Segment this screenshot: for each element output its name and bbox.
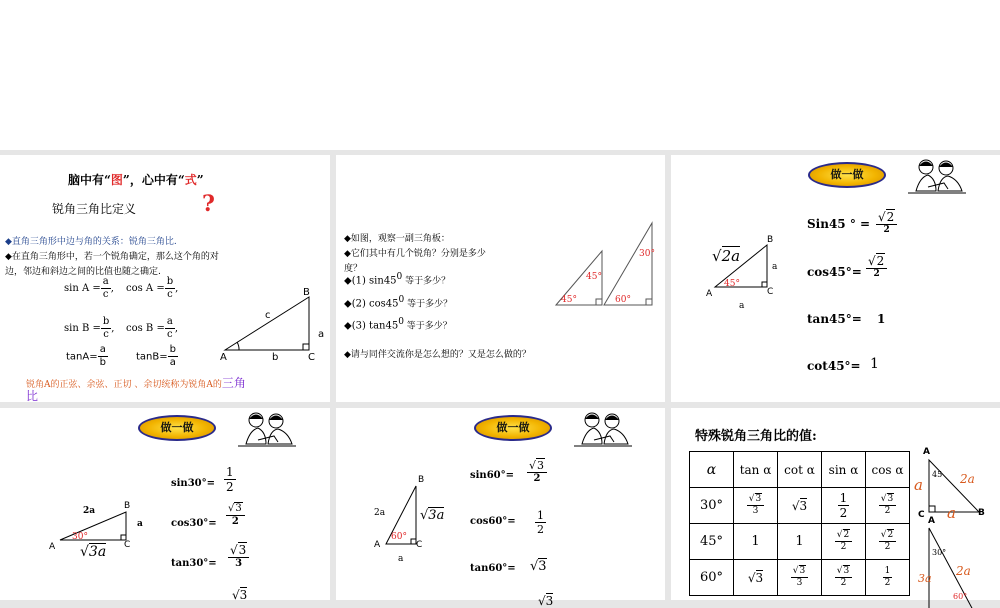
side-a-bottom: a — [739, 301, 745, 311]
tan45-row: tan45°= — [807, 312, 862, 326]
table-row — [690, 524, 910, 560]
cos30-value: $\frac{√3}{2}$ — [226, 504, 245, 527]
vertex-C: C — [124, 540, 131, 550]
cos45-value: $\frac{√2}{2}$ — [866, 255, 887, 279]
header-cos: cos α — [866, 452, 910, 488]
sin60-cell: $\frac{√3}{2}$ — [822, 560, 866, 596]
angle-45-top: 45° — [586, 272, 602, 282]
label-b: b — [272, 352, 279, 363]
cot45-row: cot45°= — [807, 359, 861, 373]
vertex-B: B — [124, 501, 131, 511]
cosA-formula: cos A = $\frac{b}{c}$ , — [126, 276, 179, 300]
top-blank-area — [0, 0, 1000, 150]
side-a-right: a — [772, 262, 778, 272]
table-row — [690, 488, 910, 524]
hyp-2a: 2a — [374, 508, 386, 518]
next-value-peek: √3 — [232, 588, 248, 602]
label-A: A — [220, 352, 227, 363]
sin45-cell: $\frac{√2}{2}$ — [822, 524, 866, 560]
slide1-subtitle: 锐角三角比定义 — [52, 202, 137, 216]
angle-45: 45° — [724, 279, 740, 289]
slide2-q6: ◆请与同伴交流你是怎么想的？又是怎么做的？ — [344, 350, 531, 360]
sin30-value: $\frac{1}{2}$ — [226, 465, 234, 494]
sin30-row: sin30°= — [171, 478, 215, 489]
cos30-row: cos30°= — [171, 518, 217, 529]
tan30-row: tan30°= — [171, 558, 217, 569]
angle-30: 30° — [72, 532, 88, 542]
cot45-value: 1 — [870, 356, 879, 372]
cos45-cell: $\frac{√2}{2}$ — [866, 524, 910, 560]
opp-sqrt3a: √3a — [420, 508, 445, 523]
slide2-q2: ◆它们其中有几个锐角？分别是多少 — [344, 249, 486, 259]
tri45-vertex-B: B — [978, 508, 985, 518]
sqrt2a-label: √2a — [712, 247, 741, 265]
slide2-q5: ◆(3) $\tan 45^0$ 等于多少？ — [344, 317, 452, 332]
sin60-value: $\frac{√3}{2}$ — [527, 460, 547, 484]
cos30-cell: $\frac{√3}{2}$ — [866, 488, 910, 524]
angle-30: 30° — [639, 249, 655, 259]
side-a: a — [137, 519, 143, 529]
sinA-formula: sin A = $\frac{a}{c}$ , — [64, 276, 114, 300]
label-a: a — [318, 329, 325, 340]
slide-60-degree[interactable] — [336, 408, 665, 608]
slide2-q3: ◆(1) $\sin 45^0$ 等于多少？ — [344, 272, 451, 287]
tri45-vertex-C: C — [918, 510, 925, 520]
slide1-bullet2: ◆在直角三角形中，若一个锐角确定，那么这个角的对 — [5, 252, 219, 262]
cot60-cell: $\frac{√3}{3}$ — [778, 560, 822, 596]
tri45-hyp: 2a — [960, 472, 975, 486]
slide6-title: 特殊锐角三角比的值: — [695, 429, 817, 444]
row-label-60: 60° — [690, 560, 734, 596]
tanA-formula: tanA= $\frac{a}{b}$ — [66, 344, 106, 368]
tri30-hyp: 2a — [956, 564, 971, 578]
tri30-angle: 30° — [932, 548, 947, 557]
tan30-value: $\frac{√3}{3}$ — [228, 544, 249, 569]
do-it-badge[interactable]: 做一做 — [138, 415, 216, 441]
next-value-peek: √3 — [538, 594, 554, 608]
slide-set-squares[interactable] — [336, 155, 665, 402]
tan60-row: tan60°= — [470, 563, 516, 574]
summary-text: 锐角A的正弦、余弦、正切 、余切统称为锐角A的三角 — [26, 376, 246, 390]
row-label-30: 30° — [690, 488, 734, 524]
cos60-cell: $\frac{1}{2}$ — [866, 560, 910, 596]
vertex-B: B — [418, 475, 425, 485]
tan60-value: √3 — [530, 559, 547, 574]
tri30-angle-60: 60° — [953, 592, 968, 601]
trig-values-table — [689, 451, 910, 596]
slide2-q1: ◆如图，观察一副三角板： — [344, 234, 450, 244]
tri30-side-3a: 3a — [918, 572, 932, 585]
do-it-badge[interactable]: 做一做 — [474, 415, 552, 441]
slide2-q4: ◆(2) $\cos 45^0$ 等于多少？ — [344, 295, 453, 310]
slide1-title: 脑中有“图”，心中有“式” — [68, 173, 204, 187]
tan45-cell: 1 — [734, 524, 778, 560]
angle-60: 60° — [391, 532, 407, 542]
tan60-cell: √3 — [734, 560, 778, 596]
slide1-bullet1: ◆直角三角形中边与角的关系：锐角三角比. — [5, 237, 177, 247]
header-alpha: α — [690, 452, 734, 488]
vertex-C: C — [416, 540, 423, 550]
tri30-vertex-A: A — [928, 516, 935, 526]
slide-definition[interactable] — [0, 155, 330, 402]
sin45-value: $\frac{√2}{2}$ — [876, 211, 897, 235]
angle-45-bottom: 45° — [561, 295, 577, 305]
header-sin: sin α — [822, 452, 866, 488]
do-it-badge[interactable]: 做一做 — [808, 162, 886, 188]
tanB-formula: tanB= $\frac{b}{a}$ — [136, 344, 176, 368]
sin60-row: sin60°= — [470, 470, 514, 481]
cot30-cell: √3 — [778, 488, 822, 524]
tri45-side-a-left: a — [914, 476, 923, 494]
label-c: c — [265, 310, 271, 321]
adj-sqrt3a: √3a — [80, 544, 107, 560]
cos45-row: cos45°= — [807, 265, 862, 279]
cot45-cell: 1 — [778, 524, 822, 560]
vertex-A: A — [374, 540, 381, 550]
label-C: C — [308, 352, 315, 363]
slide-30-degree[interactable] — [0, 408, 330, 600]
label-B: B — [303, 287, 310, 298]
kids-reading-illustration — [572, 410, 634, 448]
tri45-angle: 45 — [932, 470, 943, 479]
tan45-value: 1 — [877, 312, 886, 326]
header-cot: cot α — [778, 452, 822, 488]
header-tan: tan α — [734, 452, 778, 488]
vertex-A: A — [706, 289, 713, 299]
question-mark-icon: ? — [202, 191, 215, 217]
sin30-cell: $\frac{1}{2}$ — [822, 488, 866, 524]
slide-special-values[interactable] — [671, 408, 1000, 600]
slide1-bullet2-cont: 边，邻边和斜边之间的比值也随之确定. — [5, 267, 161, 277]
sin45-row: Sin45 ° = — [807, 217, 871, 231]
triangle-45 — [711, 239, 781, 291]
cos60-row: cos60°= — [470, 516, 516, 527]
table-row — [690, 560, 910, 596]
tri45-vertex-A: A — [923, 447, 930, 457]
angle-60: 60° — [615, 295, 631, 305]
kids-reading-illustration — [236, 410, 298, 448]
vertex-A: A — [49, 542, 56, 552]
tan30-cell: $\frac{√3}{3}$ — [734, 488, 778, 524]
slide-45-degree[interactable] — [671, 155, 1000, 402]
hyp-2a: 2a — [83, 506, 96, 516]
kids-reading-illustration — [906, 157, 968, 195]
summary-text-cont: 比 — [26, 389, 39, 403]
vertex-B: B — [767, 235, 774, 245]
cosB-formula: cos B = $\frac{a}{c}$ , — [126, 316, 178, 340]
sinB-formula: sin B = $\frac{b}{c}$ , — [64, 316, 115, 340]
cos60-value: $\frac{1}{2}$ — [537, 509, 544, 536]
table-header-row — [690, 452, 910, 488]
tri45-side-a-bottom: a — [947, 504, 956, 522]
row-label-45: 45° — [690, 524, 734, 560]
slide2-q2-cont: 度？ — [344, 264, 363, 274]
side-a: a — [398, 554, 404, 564]
vertex-C: C — [767, 287, 774, 297]
